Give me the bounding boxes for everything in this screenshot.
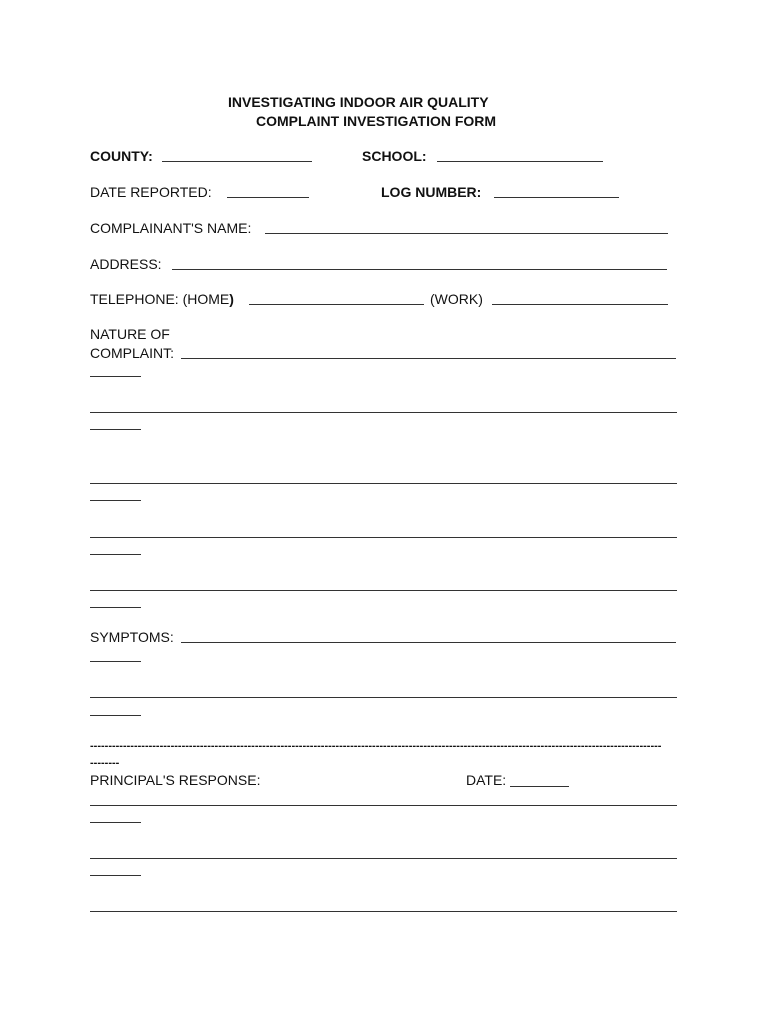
telephone-home-label <box>90 291 234 307</box>
symptoms-field-line[interactable] <box>181 642 676 643</box>
complaint-field-line[interactable] <box>90 429 141 430</box>
complaint-label: COMPLAINT: <box>90 345 175 361</box>
address-label: ADDRESS: <box>90 256 162 272</box>
principal-response-label: PRINCIPAL'S RESPONSE: <box>90 772 261 788</box>
symptoms-label: SYMPTOMS: <box>90 629 174 645</box>
county-label: COUNTY: <box>90 148 153 164</box>
log-number-label: LOG NUMBER: <box>381 184 482 200</box>
principal-response-line[interactable] <box>90 805 677 806</box>
principal-date-label: DATE: <box>466 772 507 788</box>
telephone-home-paren: ) <box>229 291 234 307</box>
date-reported-label: DATE REPORTED: <box>90 184 212 200</box>
nature-of-label: NATURE OF <box>90 326 170 342</box>
telephone-home-text: TELEPHONE: (HOME <box>90 291 230 307</box>
complaint-field-line[interactable] <box>181 358 676 359</box>
telephone-home-field[interactable] <box>249 304 424 305</box>
principal-response-line[interactable] <box>90 822 141 823</box>
complaint-field-line[interactable] <box>90 483 677 484</box>
complaint-field-line[interactable] <box>90 554 141 555</box>
complaint-field-line[interactable] <box>90 412 677 413</box>
school-field[interactable] <box>437 161 603 162</box>
telephone-work-field[interactable] <box>492 304 668 305</box>
complaint-field-line[interactable] <box>90 500 141 501</box>
complainant-name-label: COMPLAINANT'S NAME: <box>90 220 252 236</box>
log-number-field[interactable] <box>494 197 619 198</box>
complainant-name-field[interactable] <box>265 233 668 234</box>
title-line-2: COMPLAINT INVESTIGATION FORM <box>256 113 497 129</box>
principal-date-field[interactable] <box>510 786 569 787</box>
title-line-1: INVESTIGATING INDOOR AIR QUALITY <box>228 94 489 110</box>
telephone-work-label: (WORK) <box>430 291 483 307</box>
symptoms-field-line[interactable] <box>90 697 677 698</box>
divider-dashes: ------------------------------------------------------------------------------------------------------------------------------------------------------------ <box>90 740 662 752</box>
principal-response-line[interactable] <box>90 911 677 912</box>
address-field[interactable] <box>172 269 667 270</box>
symptoms-field-line[interactable] <box>90 661 141 662</box>
county-field[interactable] <box>162 161 312 162</box>
divider-dashes-continued: -------- <box>90 757 120 769</box>
complaint-field-line[interactable] <box>90 376 141 377</box>
complaint-field-line[interactable] <box>90 590 677 591</box>
complaint-field-line[interactable] <box>90 537 677 538</box>
symptoms-field-line[interactable] <box>90 715 141 716</box>
principal-response-line[interactable] <box>90 858 677 859</box>
complaint-field-line[interactable] <box>90 607 141 608</box>
school-label: SCHOOL: <box>362 148 427 164</box>
principal-response-line[interactable] <box>90 875 141 876</box>
date-reported-field[interactable] <box>227 197 309 198</box>
